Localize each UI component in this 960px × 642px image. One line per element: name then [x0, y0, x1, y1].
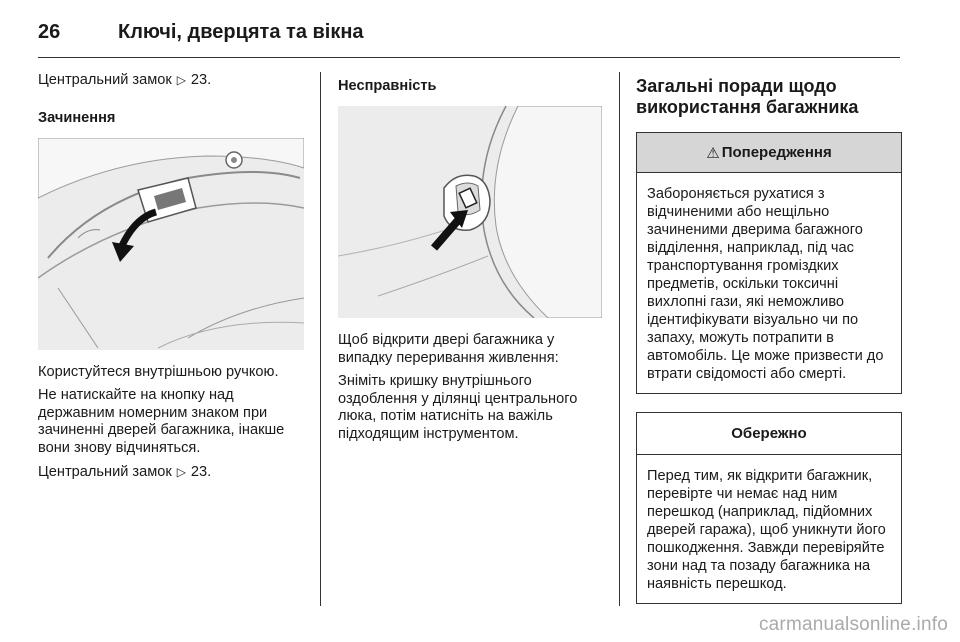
column-2: [338, 72, 606, 444]
paragraph-use-inner-handle: Користуйтеся внутрішньою ручкою.: [38, 363, 279, 380]
caution-text: Перед тим, як відкрити багажник, перевірте чи немає над ним перешкод (наприклад, підйомних дверей гаража), щоб уникнути його пошкодження. Завжди перевіряйте зони над та позаду багажника на наявність перешкод.: [647, 468, 886, 592]
subheading-malfunction: Несправність: [338, 78, 437, 94]
caution-box: [636, 412, 902, 604]
cross-reference-page: 23.: [190, 463, 212, 480]
cross-reference-page: 23.: [190, 72, 212, 88]
column-3: [636, 72, 902, 604]
column-1: [38, 72, 306, 481]
column-divider-2: [619, 72, 620, 606]
page-reference-arrow-icon: ▷: [176, 73, 186, 87]
cross-reference-central-lock-2[interactable]: [38, 464, 306, 482]
subheading-closing: Зачинення: [38, 109, 116, 126]
column-divider-1: [320, 72, 321, 606]
warning-box-header: [637, 133, 901, 173]
warning-triangle-icon: ⚠: [706, 144, 720, 162]
watermark: carmanualsonline.info: [758, 614, 948, 635]
paragraph-remove-cover-press-lever: Зніміть кришку внутрішнього оздоблення у ділянці центрального люка, потім натисніть на важіль підходящим інструментом.: [338, 373, 578, 442]
emergency-release-illustration: [338, 106, 602, 318]
paragraph-open-on-power-failure: Щоб відкрити двері багажника у випадку переривання живлення:: [338, 332, 559, 366]
header-divider: [38, 57, 900, 58]
paragraph-do-not-press-button: Не натискайте на кнопку над державним номерним знаком при зачиненні дверей багажника, інакше вони знову відчиняться.: [38, 387, 285, 456]
warning-title: Попередження: [721, 144, 832, 161]
page-title: Ключі, дверцята та вікна: [118, 20, 364, 43]
cross-reference-text: Центральний замок: [38, 72, 172, 88]
caution-box-header: Обережно: [637, 413, 901, 455]
page-reference-arrow-icon: ▷: [176, 464, 186, 479]
figure-tailgate-handle: [38, 138, 304, 350]
figure-emergency-release-lever: [338, 106, 602, 318]
section-heading-tailgate-advice: Загальні поради щодо використання багажника: [636, 76, 859, 117]
tailgate-handle-illustration: [38, 138, 304, 350]
cross-reference-text: Центральний замок: [38, 463, 172, 480]
warning-text: Забороняється рухатися з відчиненими або нещільно зачиненими дверима багажного відділення, наприклад, під час транспортування громіздких предметів, оскільки токсичні вихлопні гази, які неможливо ідентифікувати візуально чи по запаху, можуть потрапити в автомобіль. Це може призвести до втрати свідомості або смерті.: [647, 186, 884, 382]
page-header: [38, 12, 364, 52]
cross-reference-central-lock[interactable]: [38, 72, 306, 90]
page-number: 26: [38, 20, 61, 43]
warning-box: [636, 132, 902, 394]
